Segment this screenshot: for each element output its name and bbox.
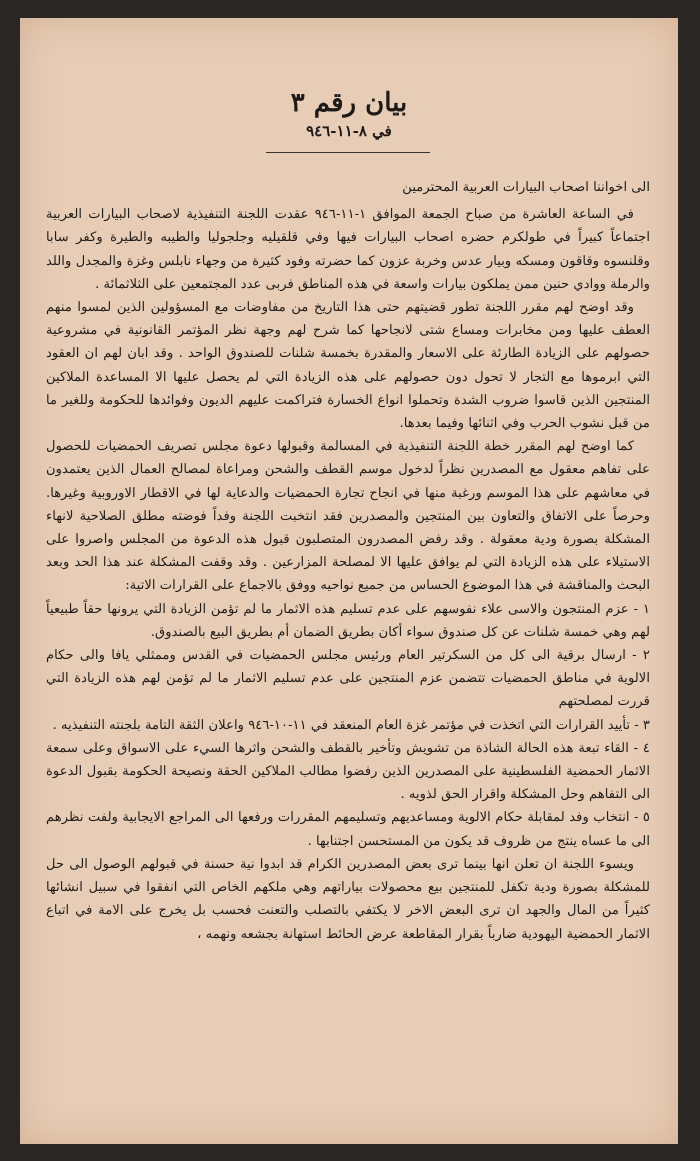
statement-date: في ٨-١١-٩٤٦ <box>306 122 392 140</box>
title-divider <box>266 152 430 153</box>
paragraph-explanation: وقد اوضح لهم مقرر اللجنة تطور قضيتهم حتى هذا التاريخ من مفاوضات مع المسؤولين الذين لمسوا منهم العطف عليها ومن مخابرات ومساع شتى لانجاحها كما شرح لهم وجهة نظر المؤتمر القانونية في مشروعية حصولهم على الزيادة الطارئة على الاسعار والمقدرة بخمسة شلنات للصندوق الواحد . وقد ابان لهم ان العقود التي ابرموها مع التجار لا تحول دون حصولهم على هذه الزيادة التي لم يحصل عليها الا المساعدة الملاكين المنتجين الذين قاسوا ضروب الشدة وتحملوا انواع الخسارة فتراكمت عليهم الديون وفوائدها للحكومة وللغير ما من قبل نشوب الحرب وفي اثنائها وفيما بعدها. <box>46 300 650 432</box>
resolution-item: ١ - عزم المنتجون والاسى علاء نفوسهم على عدم تسليم هذه الاثمار ما لم تؤمن الزيادة التي يرونها حقاً طبيعياً لهم وهي خمسة شلنات عن كل صندوق سواء أكان بطريق الضمان أم بطريق البيع بالصندوق. <box>46 601 650 640</box>
resolution-item: ٣ - تأييد القرارات التي اتخذت في مؤتمر غزة العام المنعقد في ١١-١٠-٩٤٦ واعلان الثقة التامة بلجنته التنفيذيه . <box>52 717 650 733</box>
closing-paragraph: ويسوء اللجنة ان تعلن انها بينما ترى بعض المصدرين الكرام قد ابدوا نية حسنة في قبولهم الوصول الى حل للمشكلة بصورة ودية تكفل للمنتجين بيع محصولات بياراتهم وهي ملكهم الخاص التي انفقوا في سبيل انشائها كثيراً من المال والجهد ان ترى البعض الاخر لا يكتفي بالتصلب والتعنت فحسب بل يخرج على الامة في اتباع الاثمار الحمضية اليهودية ضارباً بقرار المقاطعة عرض الحائط استهانة بجشعه ونهمه ، <box>46 856 650 942</box>
document-page <box>20 18 678 1144</box>
paragraph-meeting: في الساعة العاشرة من صباح الجمعة الموافق ١-١١-٩٤٦ عقدت اللجنة التنفيذية لاصحاب البيارات العربية اجتماعاً كبيراً في طولكرم حضره اصحاب البيارات فيها وفي قلقيليه وجلجوليا والطيبه والطيرة وكفر سابا وقلنسوه وقاقون ومسكه وبيار عدس وخربة عزون كما حضرته وفود كثيرة من وجهاء نابلس وغزة والمجدل واللد والرملة ووادي حنين ممن يملكون بيارات واسعة في هذه المناطق فربى عدد المجتمعين على الثلاثمائة . <box>46 207 650 292</box>
header <box>20 86 678 142</box>
statement-body <box>46 176 650 946</box>
resolution-item: ٥ - انتخاب وفد لمقابلة حكام الالوية ومساعديهم وتسليمهم المقررات ورفعها الى المراجع الايجابية ولفت نظرهم الى ما عساه ينتج من ظروف قد يكون من المستحسن اجتنابها . <box>46 810 650 849</box>
resolution-item: ٤ - القاء تبعة هذه الحالة الشاذة من تشويش وتأخير بالقطف والشحن واثرها السيء على الاسواق وعلى سمعة الاثمار الحمضية الفلسطينية على المصدرين الذين رفضوا مطالب الملاكين الحقة ونصيحة الحكومة بقبول الدعوة الى التفاهم وحل المشكلة واقرار الحق لذويه . <box>46 740 650 803</box>
resolution-item: ٢ - ارسال برقية الى كل من السكرتير العام ورئيس مجلس الحمضيات في القدس وممثلي يافا والى حكام الالوية في مناطق الحمضيات تتضمن عزم المنتجين على عدم تسليم الاثمار ما لم تؤمن لهم هذه الزيادة التي قررت لمصلحتهم <box>46 648 650 710</box>
salutation: الى اخواننا اصحاب البيارات العربية المحترمين <box>402 180 650 195</box>
statement-title: بيان رقم ٣ <box>290 88 408 118</box>
paragraph-plan: كما اوضح لهم المقرر خطة اللجنة التنفيذية في المسالمة وقبولها دعوة مجلس تصريف الحمضيات للحصول على تفاهم معقول مع المصدرين نظراً لدخول موسم القطف والشحن ومراعاة لمصالح العمال الذين يعتمدون في معاشهم على هذا الموسم ورغبة منها في انجاح تجارة الحمضيات والدعاية لها في الاقطار الاوروبية وغيرها. وحرصاً على الاتفاق والتعاون بين المنتجين والمصدرين فقد انتخبت اللجنة وفداً فوضته مطلق الصلاحية لانهاء المشكلة بصورة ودية معقولة . وقد رفض المصدرون المتصلبون قبول هذه الدعوة من المجلس واصروا على الاستيلاء على هذه الزيادة التي لم يوافق عليها الا لمصلحة المزارعين . وقد وقفت المشكلة عند هذا الحد وبعد البحث والمناقشة في هذا الموضوع الحساس من جميع نواحيه ووفق بالاجماع على القرارات الاتية: <box>46 439 650 594</box>
